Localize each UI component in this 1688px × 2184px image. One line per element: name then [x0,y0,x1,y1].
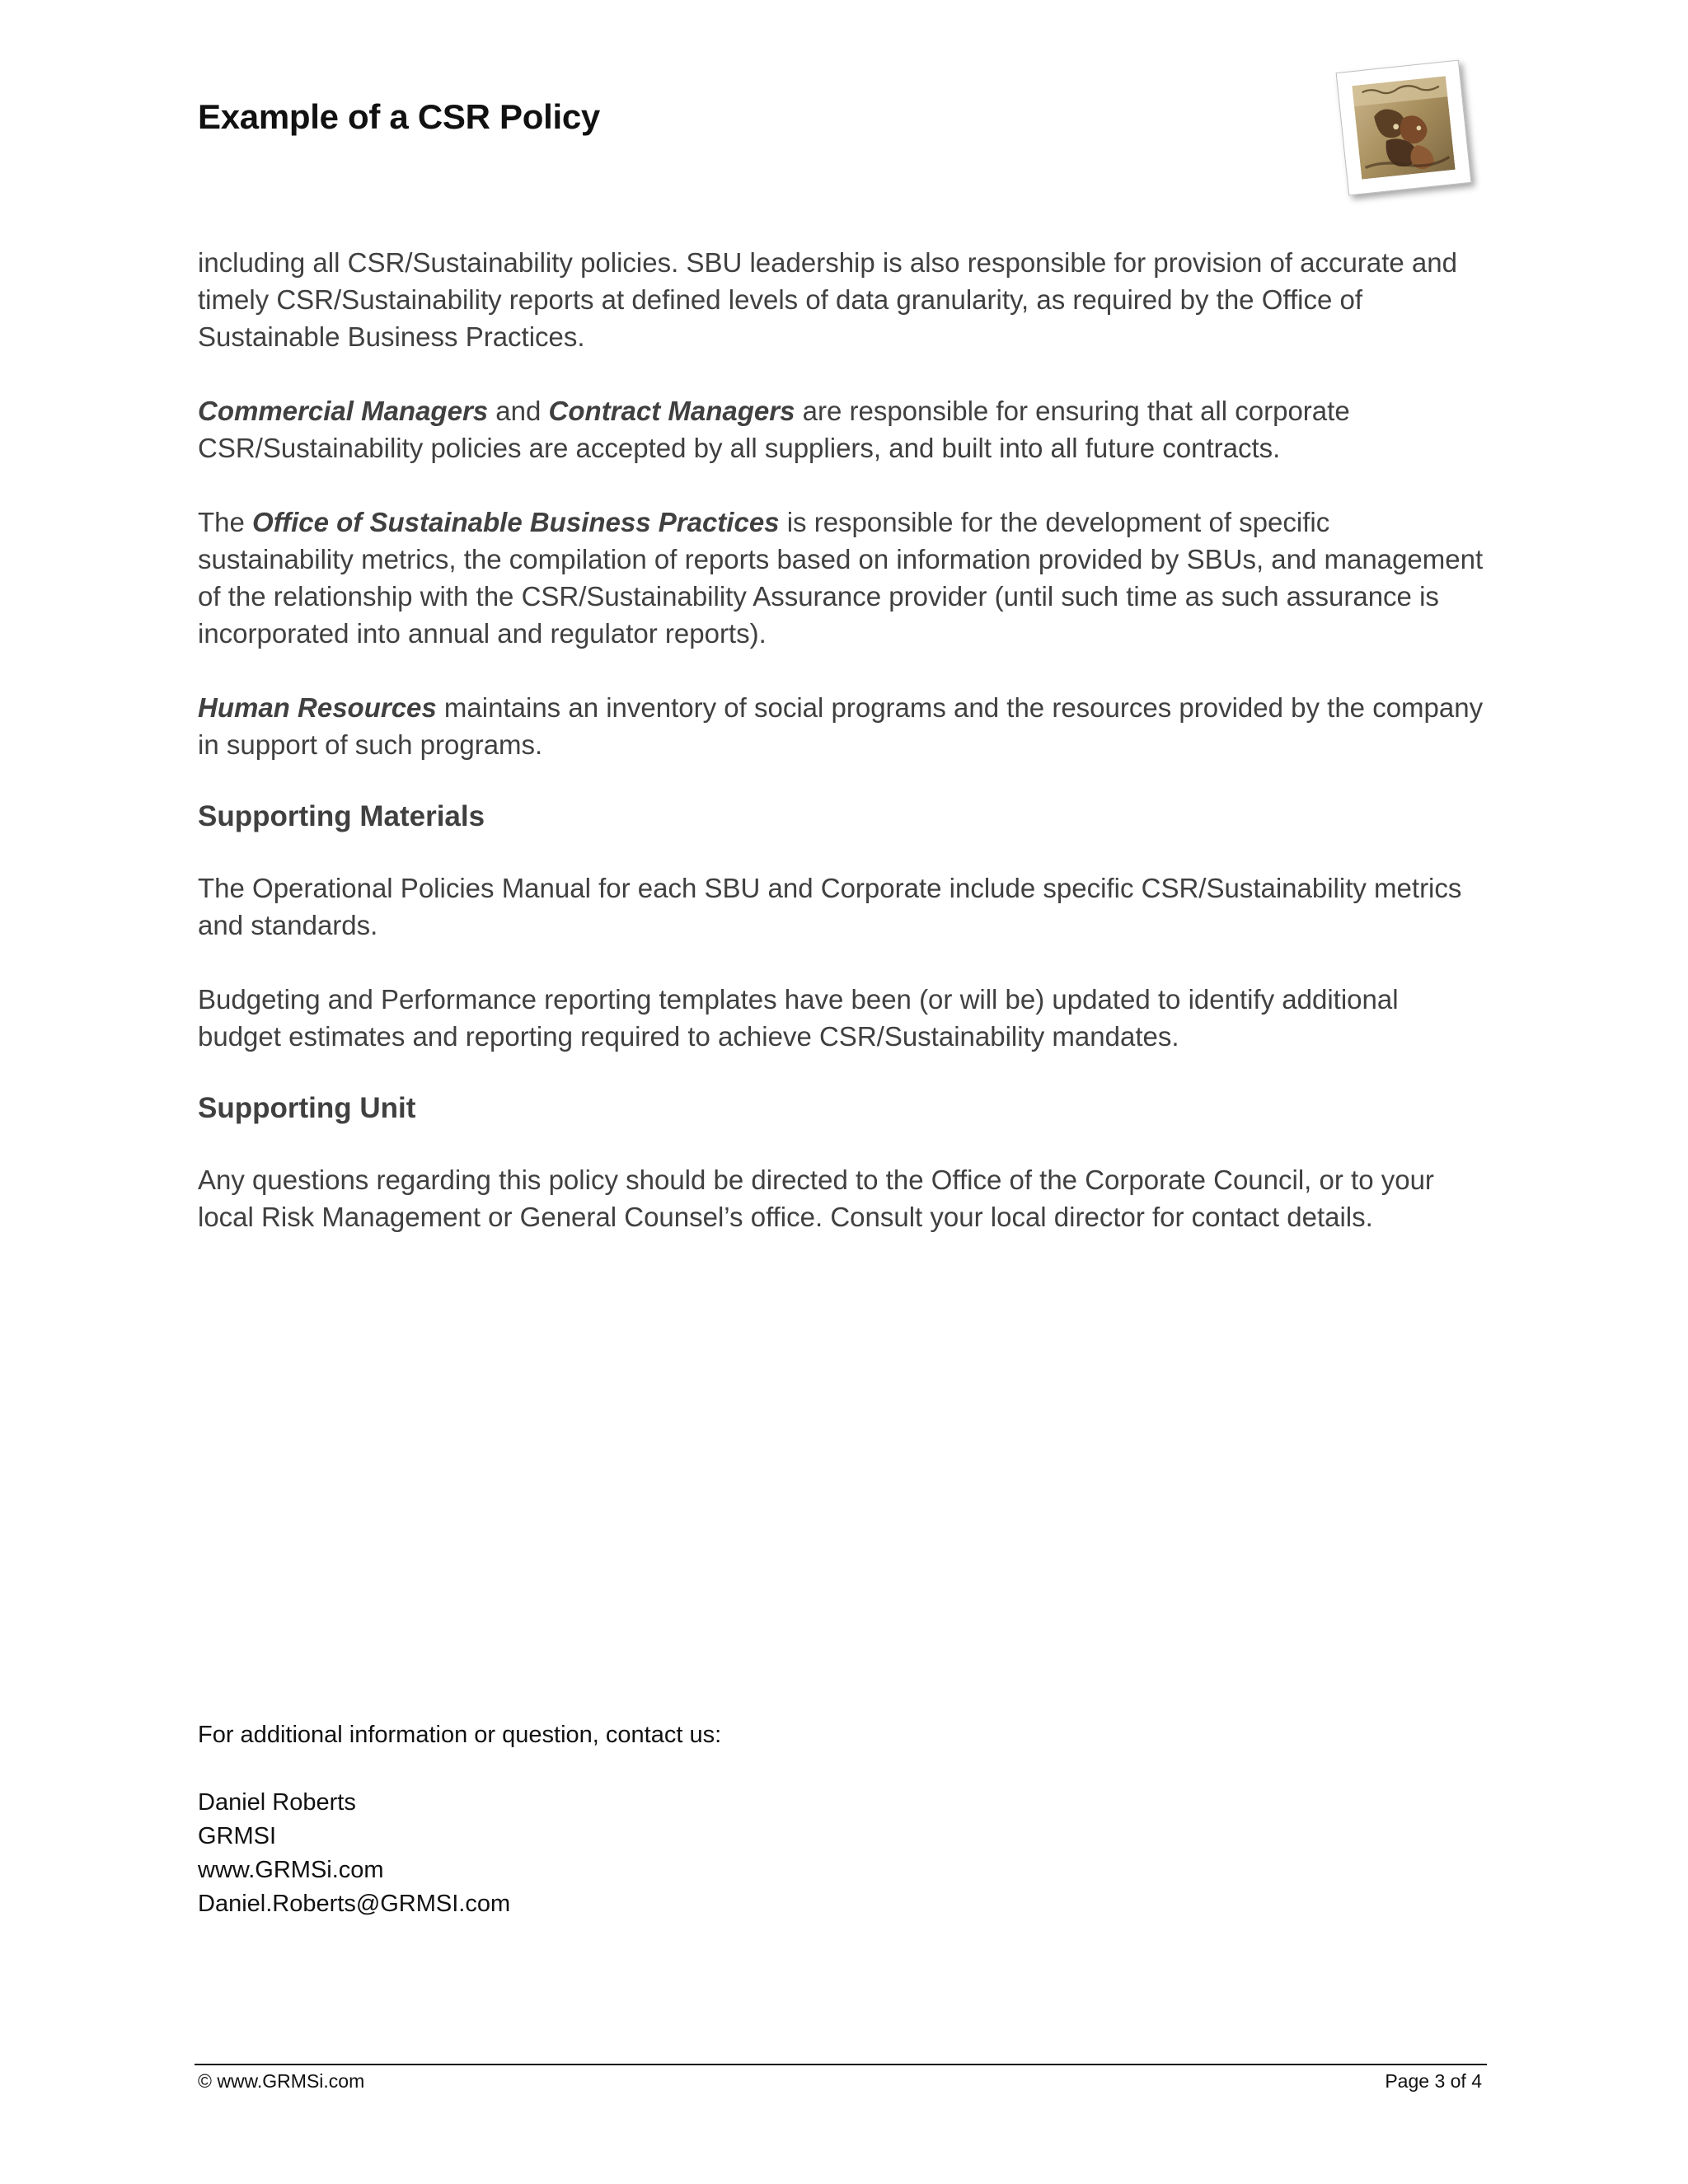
paragraph-text: is responsible for the development of specific sustainability metrics, the compilation of reports based on information provided by SBUs, and management of the relationship with the CSR/Sustainability Assurance provider (until such time as such assurance is incorporated into annual and regulator reports). [198,507,1484,649]
paragraph-operational-policies: The Operational Policies Manual for each SBU and Corporate include specific CSR/Sustainability metrics and standards. [198,873,1462,940]
contact-intro: For additional information or question, contact us: [198,1722,722,1748]
contact-block [198,1718,721,1921]
footer-page-number: Page 3 of 4 [1385,2070,1482,2092]
heading-supporting-materials: Supporting Materials [198,800,485,832]
contact-website-link[interactable]: www.GRMSi.com [198,1857,384,1883]
footer-copyright: © www.GRMSi.com [198,2070,365,2092]
text-prefix: The [198,507,253,537]
heading-supporting-unit: Supporting Unit [198,1092,416,1124]
paragraph-sbu-leadership: including all CSR/Sustainability policies. SBU leadership is also responsible for provision of accurate and timely CSR/Sustainability reports at defined levels of data granularity, as required by the Office of Sustainable Business Practices. [198,247,1457,352]
contact-name: Daniel Roberts [198,1789,356,1816]
paragraph-commercial-managers [198,392,1484,466]
term-contract-managers: Contract Managers [548,396,795,426]
text-connector: and [488,396,549,426]
term-office-sustainable: Office of Sustainable Business Practices [252,507,780,537]
paragraph-human-resources [198,689,1484,763]
framed-photo [1336,60,1472,196]
paragraph-questions: Any questions regarding this policy should be directed to the Office of the Corporate Council, or to your local Risk Management or General Counsel’s office. Consult your local director for contact details. [198,1165,1434,1232]
contact-company: GRMSI [198,1823,277,1849]
term-commercial-managers: Commercial Managers [198,396,489,426]
policy-body [198,244,1484,1272]
contact-email-link[interactable]: Daniel.Roberts@GRMSI.com [198,1891,511,1917]
paragraph-text: maintains an inventory of social programs and the resources provided by the company in support of such programs. [198,692,1484,760]
paragraph-text: are responsible for ensuring that all corporate CSR/Sustainability policies are accepted by all suppliers, and built into all future contracts. [198,396,1350,463]
paragraph-budgeting: Budgeting and Performance reporting templates have been (or will be) updated to identify additional budget estimates and reporting required to achieve CSR/Sustainability mandates. [198,984,1399,1052]
framed-photo-icon [1352,76,1455,179]
page-title: Example of a CSR Policy [198,97,600,136]
paragraph-office-sustainable [198,504,1484,652]
footer-divider [195,2064,1487,2065]
term-human-resources: Human Resources [198,692,437,723]
